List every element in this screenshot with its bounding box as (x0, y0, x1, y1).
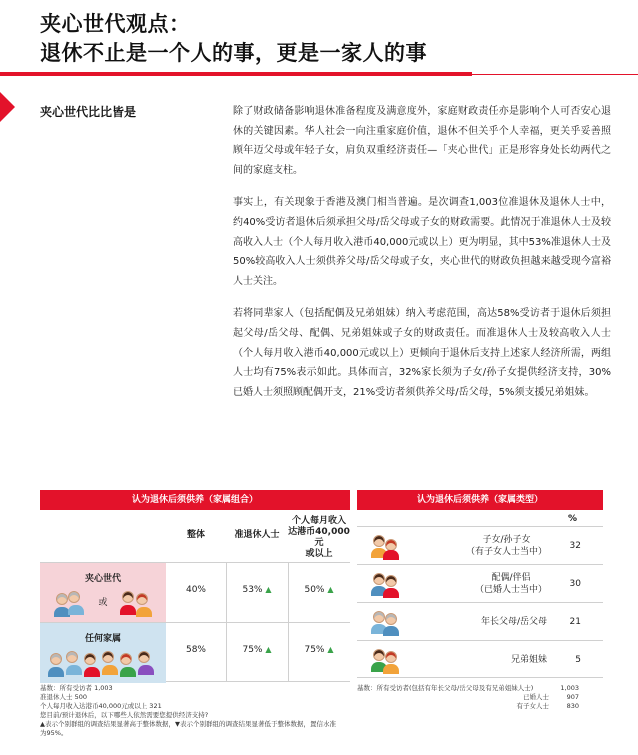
up-arrow-icon: ▲ (327, 645, 334, 654)
column-header-pre-retiree: 准退休人士 (234, 530, 280, 540)
page-title (40, 10, 427, 68)
column-header-high-income: 个人每月收入 达港币40,000元 或以上 (288, 516, 350, 559)
body-text (233, 102, 611, 415)
row-value: 30 (569, 579, 581, 589)
note-base: 基数：所有受访者(包括有年长父母/岳父母及有兄弟姐妹人士) 1,003 (357, 684, 579, 692)
percent-header (357, 510, 603, 526)
title-line-2: 退休不止是一个人的事，更是一家人的事 (40, 41, 427, 65)
up-arrow-icon: ▲ (265, 645, 272, 654)
row-label: 夹心世代 (84, 574, 121, 584)
value-pre-retiree: 75% ▲ (242, 645, 272, 655)
row-label: 配偶/伴侣 （已婚人士当中） (474, 573, 547, 595)
table-row (40, 562, 350, 622)
paragraph-3: 若将同辈家人（包括配偶及兄弟姐妹）纳入考虑范围，高达58%受访者于退休后须担起父母/岳父母、配偶、兄弟姐妹或子女的财政责任。而准退休人士及较高收入人士（个人每月收入港币40,000元或以上）更倾向于退休后支持上述家人经济所需，两组人士均有75%表示如此。具体而言，32%家长须为子女/孙子女提供经济支持，30%已婚人士须照顾配偶开支，21%受访者须供养父母/岳父母，5%须支援兄弟姐妹。 (233, 308, 611, 398)
elderly-parents-icon (371, 609, 399, 635)
row-value: 21 (569, 617, 581, 627)
paragraph-2: 事实上，有关现象于香港及澳门相当普遍。是次调查1,003位准退休及退休人士中，约40%受访者退休后须承担父母/岳父母或子女的财政需要。此情况于准退休人士及较高收入人士（个人每月收入港币40,000元或以上）更为明显，其中53%准退休人士及50%较高收入人士须供养父母/岳父母或子女，夹心世代的财政负担越来越受现今富裕人士关注。 (233, 197, 611, 287)
table-title: 认为退休后须供养（家属组合） (40, 490, 350, 510)
family-type-table (357, 490, 603, 678)
parent-child-icon (371, 533, 399, 559)
value-overall: 58% (185, 645, 206, 655)
value-overall: 40% (185, 585, 206, 595)
extended-family-icon (48, 651, 160, 679)
note-legend: ▲表示个别群组的调查结果显著高于整体数据，▼表示个别群组的调查结果显著低于整体数据，置信水准为95%。 (40, 720, 336, 737)
table-row (357, 602, 603, 640)
spouse-icon (371, 571, 399, 597)
note-base: 基数：所有受访者 1,003 (40, 684, 113, 692)
note-married: 已婚人士 907 (523, 693, 579, 701)
table-row (40, 622, 350, 682)
table-title: 认为退休后须供养（家属类型） (357, 490, 603, 510)
note-parents: 有子女人士 830 (516, 702, 579, 710)
paragraph-1: 除了财政储备影响退休准备程度及满意度外，家庭财政责任亦是影响个人可否安心退休的关键因素。华人社会一向注重家庭价值，退休不但关乎个人幸福，更关乎妥善照顾年迈父母或年轻子女，肩负双重经济责任—「夹心世代」正是形容身处长幼两代之间的家庭支柱。 (233, 106, 611, 176)
title-rule (0, 72, 472, 76)
column-header-overall: 整体 (186, 530, 205, 540)
row-group-sandwich (40, 563, 166, 623)
family-combination-table (40, 490, 350, 682)
table-column-headers (40, 510, 350, 562)
up-arrow-icon: ▲ (265, 585, 272, 594)
note-high-income: 个人每月收入达港币40,000元或以上 321 (40, 702, 162, 710)
section-title: 夹心世代比比皆是 (40, 105, 137, 119)
right-table-notes (357, 684, 603, 711)
left-table-notes (40, 684, 340, 738)
value-high-income: 75% ▲ (304, 645, 334, 655)
value-pre-retiree: 53% ▲ (242, 585, 272, 595)
value-high-income: 50% ▲ (304, 585, 334, 595)
row-group-any-family (40, 623, 166, 683)
row-label: 兄弟姐妹 (510, 655, 547, 665)
row-label: 任何家属 (84, 634, 121, 644)
table-row (357, 526, 603, 564)
table-row (357, 564, 603, 602)
row-value: 5 (575, 655, 581, 665)
section-marker-icon (0, 92, 15, 122)
note-pre-retiree: 准退休人士 500 (40, 693, 87, 701)
title-line-1: 夹心世代观点： (40, 12, 191, 36)
row-label: 子女/孙子女 （有子女人士当中） (465, 535, 547, 557)
row-label: 年长父母/岳父母 (480, 617, 547, 627)
note-question: 您目前/预计退休后，以下哪些人依然需要您提供经济支持? (40, 711, 209, 719)
table-row (357, 640, 603, 678)
or-label: 或 (98, 598, 108, 608)
percent-symbol: % (567, 514, 577, 524)
row-value: 32 (569, 541, 581, 551)
title-rule-thin (472, 74, 638, 75)
young-family-icon (120, 589, 156, 619)
siblings-icon (371, 647, 399, 673)
up-arrow-icon: ▲ (327, 585, 334, 594)
